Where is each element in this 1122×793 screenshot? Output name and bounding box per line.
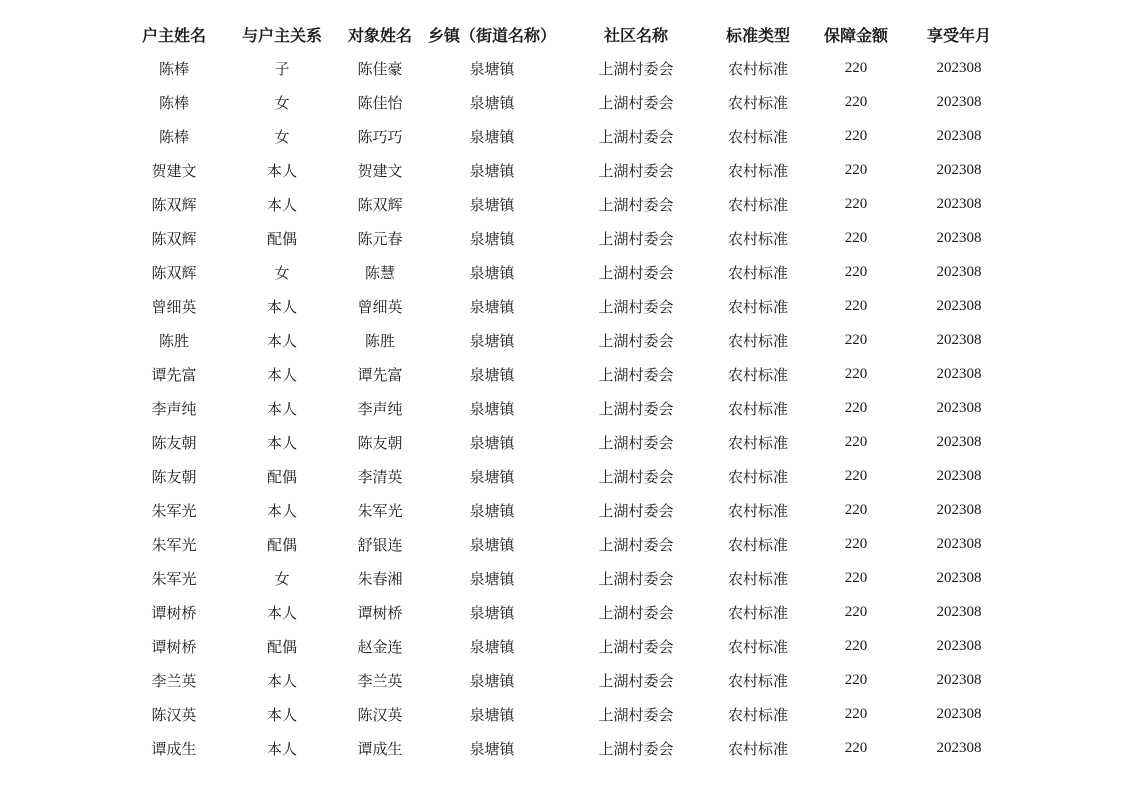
table-row [118,119,1008,153]
community-cell: 上湖村委会 [598,739,674,758]
amount-cell: 220 [844,161,868,178]
town-cell: 泉塘镇 [469,433,515,452]
table-row [118,493,1008,527]
householder-name-cell: 陈棒 [158,127,189,146]
town-cell: 泉塘镇 [469,603,515,622]
amount-cell: 220 [844,739,868,756]
amount-cell: 220 [844,365,868,382]
amount-cell: 220 [844,433,868,450]
amount-cell: 220 [844,297,868,314]
month-cell: 202308 [936,127,982,144]
town-cell: 泉塘镇 [469,467,515,486]
standard-type-cell: 农村标准 [727,467,788,486]
month-cell: 202308 [936,59,982,76]
relation-cell: 配偶 [266,535,297,554]
relation-cell: 本人 [266,161,297,180]
header-cell: 对象姓名 [347,25,412,45]
standard-type-cell: 农村标准 [727,161,788,180]
householder-name-cell: 朱军光 [151,569,197,588]
month-cell: 202308 [936,195,982,212]
standard-type-cell: 农村标准 [727,569,788,588]
householder-name-cell: 陈双辉 [151,229,197,248]
town-cell: 泉塘镇 [469,263,515,282]
community-cell: 上湖村委会 [598,535,674,554]
relation-cell: 本人 [266,399,297,418]
recipient-name-cell: 朱春湘 [357,569,403,588]
month-cell: 202308 [936,297,982,314]
month-cell: 202308 [936,637,982,654]
town-cell: 泉塘镇 [469,671,515,690]
month-cell: 202308 [936,535,982,552]
recipient-name-cell: 陈双辉 [357,195,403,214]
standard-type-cell: 农村标准 [727,705,788,724]
relation-cell: 子 [274,59,290,78]
table-row [118,357,1008,391]
community-cell: 上湖村委会 [598,229,674,248]
month-cell: 202308 [936,263,982,280]
amount-cell: 220 [844,263,868,280]
amount-cell: 220 [844,229,868,246]
town-cell: 泉塘镇 [469,93,515,112]
table-row [118,391,1008,425]
amount-cell: 220 [844,603,868,620]
community-cell: 上湖村委会 [598,569,674,588]
community-cell: 上湖村委会 [598,433,674,452]
header-cell: 与户主关系 [241,25,322,45]
recipient-name-cell: 陈汉英 [357,705,403,724]
month-cell: 202308 [936,705,982,722]
town-cell: 泉塘镇 [469,637,515,656]
town-cell: 泉塘镇 [469,195,515,214]
standard-type-cell: 农村标准 [727,433,788,452]
table-row [118,595,1008,629]
community-cell: 上湖村委会 [598,93,674,112]
table-row [118,629,1008,663]
householder-name-cell: 曾细英 [151,297,197,316]
recipient-name-cell: 陈元春 [357,229,403,248]
community-cell: 上湖村委会 [598,297,674,316]
householder-name-cell: 李声纯 [151,399,197,418]
table-row [118,221,1008,255]
householder-name-cell: 陈汉英 [151,705,197,724]
standard-type-cell: 农村标准 [727,263,788,282]
amount-cell: 220 [844,195,868,212]
recipient-name-cell: 李清英 [357,467,403,486]
header-cell: 保障金额 [823,25,888,45]
householder-name-cell: 陈棒 [158,59,189,78]
community-cell: 上湖村委会 [598,467,674,486]
relation-cell: 本人 [266,331,297,350]
town-cell: 泉塘镇 [469,127,515,146]
table-row [118,561,1008,595]
amount-cell: 220 [844,467,868,484]
householder-name-cell: 陈胜 [158,331,189,350]
amount-cell: 220 [844,705,868,722]
standard-type-cell: 农村标准 [727,229,788,248]
standard-type-cell: 农村标准 [727,535,788,554]
table-row [118,527,1008,561]
town-cell: 泉塘镇 [469,501,515,520]
relation-cell: 配偶 [266,637,297,656]
standard-type-cell: 农村标准 [727,365,788,384]
recipient-name-cell: 贺建文 [357,161,403,180]
town-cell: 泉塘镇 [469,59,515,78]
relation-cell: 本人 [266,297,297,316]
standard-type-cell: 农村标准 [727,297,788,316]
community-cell: 上湖村委会 [598,263,674,282]
amount-cell: 220 [844,93,868,110]
header-cell: 社区名称 [603,25,668,45]
community-cell: 上湖村委会 [598,331,674,350]
header-cell: 乡镇（街道名称） [427,25,556,45]
month-cell: 202308 [936,501,982,518]
month-cell: 202308 [936,569,982,586]
householder-name-cell: 谭树桥 [151,603,197,622]
recipient-name-cell: 曾细英 [357,297,403,316]
recipient-name-cell: 陈友朝 [357,433,403,452]
community-cell: 上湖村委会 [598,195,674,214]
amount-cell: 220 [844,501,868,518]
recipient-name-cell: 李兰英 [357,671,403,690]
table-row [118,697,1008,731]
town-cell: 泉塘镇 [469,535,515,554]
amount-cell: 220 [844,671,868,688]
householder-name-cell: 朱军光 [151,501,197,520]
relation-cell: 本人 [266,365,297,384]
community-cell: 上湖村委会 [598,365,674,384]
town-cell: 泉塘镇 [469,297,515,316]
town-cell: 泉塘镇 [469,161,515,180]
relation-cell: 本人 [266,195,297,214]
householder-name-cell: 谭成生 [151,739,197,758]
town-cell: 泉塘镇 [469,229,515,248]
month-cell: 202308 [936,433,982,450]
standard-type-cell: 农村标准 [727,671,788,690]
relation-cell: 本人 [266,501,297,520]
standard-type-cell: 农村标准 [727,59,788,78]
community-cell: 上湖村委会 [598,127,674,146]
subsidy-table [118,17,1008,765]
householder-name-cell: 陈棒 [158,93,189,112]
recipient-name-cell: 谭成生 [357,739,403,758]
table-row [118,663,1008,697]
recipient-name-cell: 陈巧巧 [357,127,403,146]
amount-cell: 220 [844,59,868,76]
community-cell: 上湖村委会 [598,671,674,690]
month-cell: 202308 [936,739,982,756]
recipient-name-cell: 陈慧 [364,263,395,282]
community-cell: 上湖村委会 [598,59,674,78]
header-cell: 标准类型 [725,25,790,45]
town-cell: 泉塘镇 [469,705,515,724]
relation-cell: 本人 [266,705,297,724]
relation-cell: 本人 [266,433,297,452]
householder-name-cell: 李兰英 [151,671,197,690]
table-row [118,153,1008,187]
householder-name-cell: 谭先富 [151,365,197,384]
recipient-name-cell: 谭先富 [357,365,403,384]
community-cell: 上湖村委会 [598,603,674,622]
community-cell: 上湖村委会 [598,501,674,520]
table-row [118,323,1008,357]
month-cell: 202308 [936,365,982,382]
table-row [118,459,1008,493]
standard-type-cell: 农村标准 [727,637,788,656]
month-cell: 202308 [936,161,982,178]
householder-name-cell: 谭树桥 [151,637,197,656]
householder-name-cell: 朱军光 [151,535,197,554]
community-cell: 上湖村委会 [598,637,674,656]
town-cell: 泉塘镇 [469,365,515,384]
relation-cell: 配偶 [266,467,297,486]
table-row [118,289,1008,323]
community-cell: 上湖村委会 [598,399,674,418]
month-cell: 202308 [936,229,982,246]
table-row [118,731,1008,765]
amount-cell: 220 [844,569,868,586]
town-cell: 泉塘镇 [469,739,515,758]
standard-type-cell: 农村标准 [727,331,788,350]
header-cell: 户主姓名 [141,25,206,45]
householder-name-cell: 贺建文 [151,161,197,180]
table-row [118,51,1008,85]
amount-cell: 220 [844,637,868,654]
standard-type-cell: 农村标准 [727,501,788,520]
month-cell: 202308 [936,93,982,110]
community-cell: 上湖村委会 [598,161,674,180]
recipient-name-cell: 舒银连 [357,535,403,554]
town-cell: 泉塘镇 [469,399,515,418]
relation-cell: 女 [274,127,290,146]
month-cell: 202308 [936,467,982,484]
header-cell: 享受年月 [926,25,991,45]
town-cell: 泉塘镇 [469,331,515,350]
relation-cell: 本人 [266,671,297,690]
recipient-name-cell: 朱军光 [357,501,403,520]
standard-type-cell: 农村标准 [727,399,788,418]
standard-type-cell: 农村标准 [727,127,788,146]
standard-type-cell: 农村标准 [727,739,788,758]
community-cell: 上湖村委会 [598,705,674,724]
amount-cell: 220 [844,331,868,348]
householder-name-cell: 陈友朝 [151,433,197,452]
table-row [118,425,1008,459]
householder-name-cell: 陈双辉 [151,195,197,214]
standard-type-cell: 农村标准 [727,195,788,214]
recipient-name-cell: 谭树桥 [357,603,403,622]
amount-cell: 220 [844,127,868,144]
relation-cell: 本人 [266,603,297,622]
month-cell: 202308 [936,671,982,688]
amount-cell: 220 [844,535,868,552]
standard-type-cell: 农村标准 [727,603,788,622]
month-cell: 202308 [936,603,982,620]
table-body [118,51,1008,765]
table-row [118,85,1008,119]
table-row [118,255,1008,289]
relation-cell: 本人 [266,739,297,758]
town-cell: 泉塘镇 [469,569,515,588]
relation-cell: 女 [274,569,290,588]
recipient-name-cell: 李声纯 [357,399,403,418]
householder-name-cell: 陈友朝 [151,467,197,486]
month-cell: 202308 [936,331,982,348]
amount-cell: 220 [844,399,868,416]
householder-name-cell: 陈双辉 [151,263,197,282]
relation-cell: 配偶 [266,229,297,248]
month-cell: 202308 [936,399,982,416]
table-row [118,187,1008,221]
relation-cell: 女 [274,93,290,112]
table-header-row [118,17,1008,51]
relation-cell: 女 [274,263,290,282]
recipient-name-cell: 陈胜 [364,331,395,350]
recipient-name-cell: 赵金连 [357,637,403,656]
recipient-name-cell: 陈佳豪 [357,59,403,78]
recipient-name-cell: 陈佳怡 [357,93,403,112]
standard-type-cell: 农村标准 [727,93,788,112]
